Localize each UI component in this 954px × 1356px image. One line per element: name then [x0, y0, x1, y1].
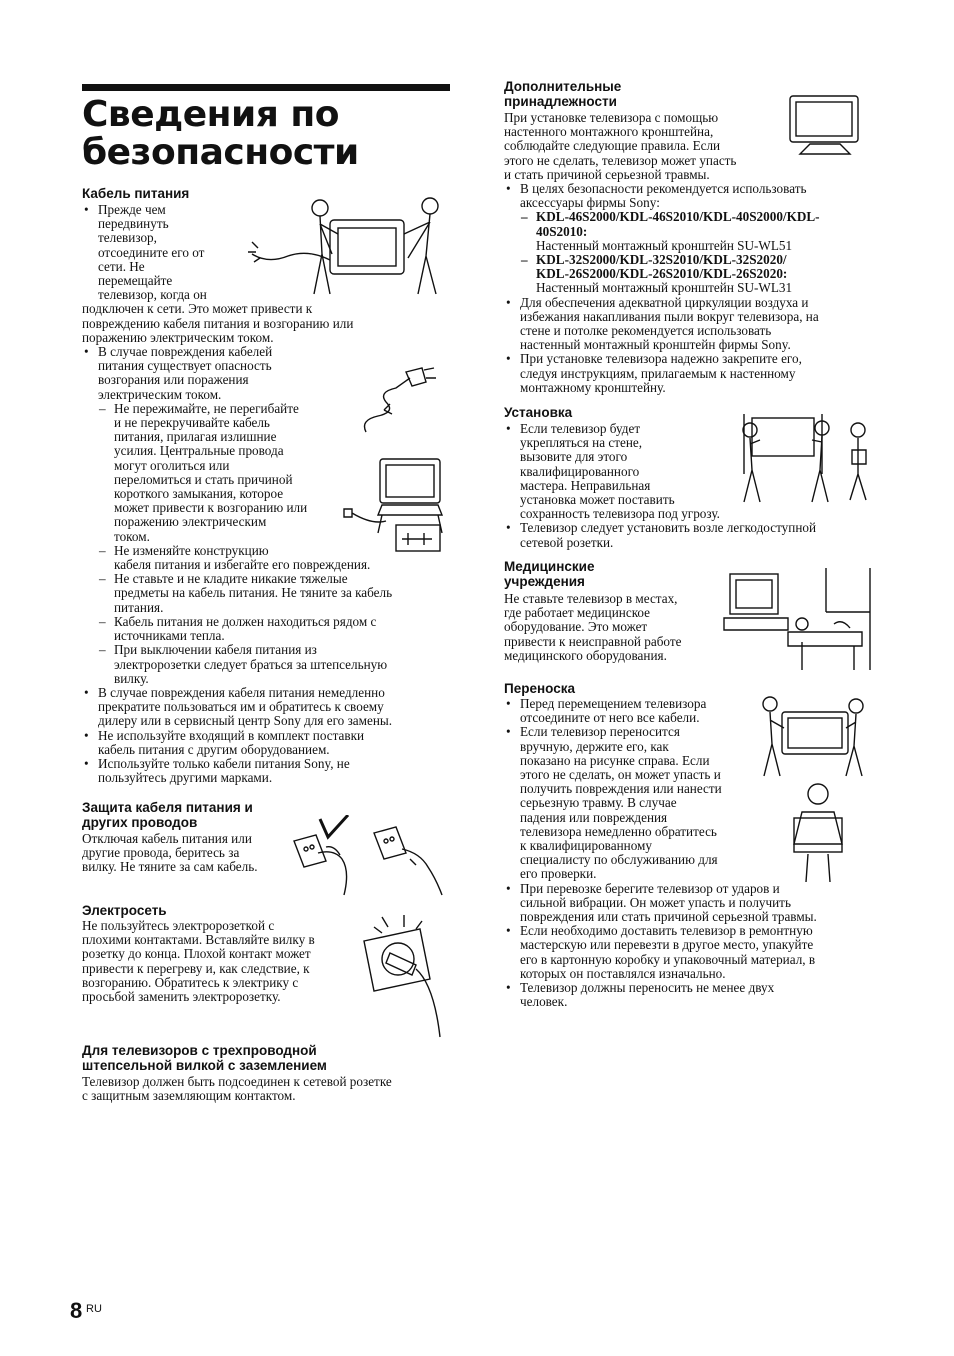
text-line: источниками тепла. — [114, 628, 225, 644]
bullet-secure-mount — [504, 352, 876, 395]
text-line: серьезную травму. В случае — [520, 795, 677, 811]
text-line: • При перевозке берегите телевизор от ударов и — [520, 880, 780, 896]
text-line: принадлежности — [504, 94, 617, 109]
text-line: установка может поставить — [520, 492, 675, 508]
text-line: Не ставьте телевизор в местах, — [504, 591, 678, 606]
text-line: • Телевизор должны переносить не менее двух — [520, 980, 775, 996]
bullet-text — [98, 686, 452, 729]
text-line: могут оголиться или — [114, 457, 230, 473]
bullet-text — [520, 981, 876, 1009]
text-line: • Прежде чем — [98, 202, 166, 217]
bullet-text — [98, 729, 452, 757]
text-protect-cable — [82, 832, 297, 875]
text-line: усилия. Центральные провода — [114, 443, 284, 459]
bullet-sony-accessories — [504, 182, 876, 210]
paragraph-line — [82, 832, 297, 875]
bullet-packaging — [504, 924, 876, 981]
text-line: повреждению кабеля питания и возгоранию или — [82, 315, 354, 331]
text-line: других проводов — [82, 815, 198, 830]
bullet-transport — [504, 882, 876, 925]
heading-line — [504, 79, 704, 109]
bullet-text — [520, 182, 876, 210]
text-line: • В случае повреждения кабеля питания немедленно — [98, 684, 385, 700]
text-line: • Если телевизор будет — [520, 421, 641, 436]
dash-unplug — [82, 643, 452, 686]
page-number: 8 — [70, 1298, 83, 1323]
text-line: мастера. Неправильная — [520, 477, 651, 493]
text-line: Защита кабеля питания и — [82, 800, 253, 815]
text-line: • При установке телевизора надежно закрепите его, — [520, 351, 802, 367]
model-list — [536, 210, 876, 238]
text-line: где работает медицинское — [504, 605, 651, 621]
heading-power-cable: Кабель питания — [82, 186, 190, 201]
text-medical — [504, 592, 719, 663]
bullet-text — [98, 757, 452, 785]
illustration-wall-installation — [724, 410, 874, 506]
text-line: сети. Не — [98, 258, 145, 274]
heading-protect-cable — [82, 800, 322, 830]
text-line: привести к неисправной работе — [504, 633, 682, 649]
text-line: получить повреждения или нанести — [520, 781, 722, 797]
bullet-text — [520, 521, 876, 549]
paragraph-line — [504, 592, 719, 663]
text-line: аксессуары фирмы Sony: — [520, 195, 660, 211]
heading-line — [504, 559, 704, 589]
text-line: электрическим током. — [98, 386, 222, 402]
text-line: передвинуть — [98, 216, 169, 232]
text-line: При установке телевизора с помощью — [504, 110, 719, 125]
text-line: и стать причиной серьезной травмы. — [504, 166, 710, 182]
text-line: может привести к возгоранию или — [114, 500, 308, 516]
text-line: • В случае повреждения кабелей — [98, 344, 273, 360]
text-line: питания существует опасность — [98, 358, 272, 374]
text-line: вызовите для этого — [520, 449, 628, 465]
text-line: телевизора немедленно обратитесь — [520, 823, 717, 839]
text-line: – Не пережимайте, не перегибайте — [114, 400, 299, 416]
text-line: привести к перегреву и, как следствие, к — [82, 960, 310, 976]
text-line: поражению электрическим током. — [82, 329, 274, 345]
text-line: питания, прилагая излишние — [114, 429, 277, 445]
text-line: падения или повреждения — [520, 809, 668, 825]
paragraph-line — [82, 1075, 454, 1103]
bullet-no-other-use — [82, 729, 452, 757]
bullet-sony-only — [82, 757, 452, 785]
dash-models-large — [504, 210, 876, 238]
text-line: Дополнительные — [504, 79, 622, 94]
text-line: возгорания или поражения — [98, 372, 249, 388]
text-line: его в картонную коробку и упаковочный материал, в — [520, 951, 816, 967]
text-line: настенный монтажный кронштейн фирмы Sony. — [520, 337, 791, 353]
text-line: телевизор, когда он — [98, 287, 207, 303]
illustration-carry-tv — [758, 694, 868, 884]
illustration-outlet-plug — [360, 913, 450, 1041]
text-line: розетку до конца. Плохой контакт может — [82, 946, 311, 962]
text-line: которых он поставлялся изначально. — [520, 965, 726, 981]
text-line: человек. — [520, 994, 568, 1010]
text-line: прекратите пользоваться им и обратитесь к своему — [98, 699, 384, 715]
text-line: к квалифицированному — [520, 838, 652, 854]
text-line: вилку. — [114, 670, 149, 686]
text-line: кабеля питания и избегайте его повреждения. — [114, 557, 371, 573]
text-line: его проверки. — [520, 866, 597, 882]
text-line: отсоедините его от — [98, 244, 205, 260]
text-line: этого не сделать, телевизор может упасть — [504, 152, 737, 168]
heading-outlet: Электросеть — [82, 903, 167, 918]
text-line: KDL-26S2000/KDL-26S2010/KDL-26S2020: — [536, 266, 788, 282]
text-line: • Не используйте входящий в комплект поставки — [98, 727, 365, 743]
text-line: электророзетки следует браться за штепсельную — [114, 656, 388, 672]
text-line: • Телевизор следует установить возле легкодоступной — [520, 520, 817, 536]
text-line: подключен к сети. Это может привести к — [82, 301, 313, 317]
text-line: сильной вибрации. Он может упасть и получить — [520, 894, 791, 910]
heading-line — [82, 1043, 452, 1073]
illustration-two-people-carrying-tv — [248, 194, 446, 298]
text-line: – При выключении кабеля питания из — [114, 642, 317, 658]
heading-accessories — [504, 79, 704, 109]
page-title: Сведения по безопасности — [82, 94, 359, 173]
text-line: – Кабель питания не должен находиться рядом с — [114, 613, 377, 629]
text-line: Отключая кабель питания или — [82, 831, 252, 846]
text-line: квалифицированного — [520, 463, 640, 479]
text-line: стене и потолке рекомендуется использовать — [520, 323, 772, 339]
text-line: перемещайте — [98, 273, 173, 289]
text-line: и не перекручивайте кабель — [114, 415, 270, 431]
text-line: показано на рисунке справа. Если — [520, 752, 710, 768]
text-line: соблюдайте следующие правила. Если — [504, 138, 721, 154]
text-line: Не пользуйтесь электророзеткой с — [82, 918, 275, 933]
bullet-text — [520, 924, 876, 981]
text-line: другие провода, беритесь за — [82, 845, 240, 861]
text-line: избежания накапливания пыли вокруг телевизора, на — [520, 308, 819, 324]
title-rule — [82, 84, 450, 91]
text-line: питания. — [114, 599, 164, 615]
text-line: просьбой заменить электророзетку. — [82, 989, 281, 1005]
text-line: • В целях безопасности рекомендуется использовать — [520, 181, 807, 197]
text-line: оборудование. Это может — [504, 619, 648, 635]
text-grounded-plug — [82, 1075, 454, 1103]
text-line: 40S2010: — [536, 223, 588, 239]
text-line: штепсельной вилкой с заземлением — [82, 1058, 327, 1073]
text-line: Телевизор должен быть подсоединен к сетевой розетке — [82, 1074, 392, 1089]
text-outlet — [82, 919, 362, 1004]
dash-text — [114, 572, 452, 615]
text-line: сетевой розетки. — [520, 534, 614, 550]
text-line: укрепляться на стене, — [520, 435, 643, 451]
heading-installation: Установка — [504, 405, 573, 420]
heading-medical — [504, 559, 704, 589]
dash-no-heavy — [82, 572, 452, 615]
text-line: – KDL-32S2000/KDL-32S2010/KDL-32S2020/ — [536, 252, 787, 268]
text-line: поражению электрическим — [114, 514, 267, 530]
text-line: следуя инструкциям, прилагаемым к настенному — [520, 365, 796, 381]
text-line: – Не ставьте и не кладите никакие тяжелые — [114, 571, 348, 587]
text-line: предметы на кабель питания. Не тяните за кабель — [114, 585, 393, 601]
text-line: мастерскую или перевезти в другое место, упакуйте — [520, 937, 814, 953]
model-list — [536, 253, 876, 281]
illustration-wall-tv — [786, 92, 864, 158]
text-line: Для телевизоров с трехпроводной — [82, 1043, 317, 1058]
heading-line — [82, 800, 322, 830]
text-line: телевизор, — [98, 230, 157, 246]
text-line: • Для обеспечения адекватной циркуляции воздуха и — [520, 294, 809, 310]
bracket-su-wl31: Настенный монтажный кронштейн SU-WL31 — [536, 280, 793, 296]
page-language: RU — [86, 1303, 102, 1315]
text-line: кабель питания с другим оборудованием. — [98, 741, 330, 757]
text-line: учреждения — [504, 574, 585, 589]
text-line: – Не изменяйте конструкцию — [114, 542, 269, 558]
text-line: Медицинские — [504, 559, 595, 574]
bullet-two-people — [504, 981, 876, 1009]
bullet-near-outlet — [504, 521, 876, 549]
bullet-replace — [82, 686, 452, 729]
text-line: • Используйте только кабели питания Sony, не — [98, 755, 350, 771]
text-line: пользуйтесь другими марками. — [98, 770, 273, 786]
dash-models-small — [504, 253, 876, 281]
bullet-text — [520, 352, 876, 395]
illustration-hospital-room — [722, 566, 872, 674]
text-line: – KDL-46S2000/KDL-46S2010/KDL-40S2000/KDL- — [536, 209, 820, 225]
text-line: • Если необходимо доставить телевизор в ремонтную — [520, 923, 813, 939]
heading-grounded-plug — [82, 1043, 452, 1073]
text-line: с защитным заземляющим контактом. — [82, 1088, 296, 1104]
paragraph-line — [82, 919, 362, 1004]
text-line: переломиться и стать причиной — [114, 471, 293, 487]
text-line: медицинского оборудования. — [504, 647, 667, 663]
text-line: плохими контактами. Вставляйте вилку в — [82, 932, 315, 948]
text-line: дилеру или в сервисный центр Sony для его замены. — [98, 713, 393, 729]
heading-carrying: Переноска — [504, 681, 575, 696]
bullet-air-circulation — [504, 296, 876, 353]
dash-heat — [82, 615, 452, 643]
text-line: этого не сделать, он может упасть и — [520, 767, 721, 783]
text-line: • Перед перемещением телевизора — [520, 696, 707, 711]
illustration-unplug-correctly — [290, 815, 448, 899]
bracket-su-wl51: Настенный монтажный кронштейн SU-WL51 — [536, 237, 793, 253]
text-line: короткого замыкания, которое — [114, 486, 284, 502]
text-line: специалисту по обслуживанию для — [520, 852, 718, 868]
text-line: током. — [114, 528, 150, 544]
bullet-text-continued — [82, 302, 452, 345]
text-line: настенного монтажного кронштейна, — [504, 124, 714, 140]
text-line: возгоранию. Обратитесь к электрику с — [82, 974, 299, 990]
illustration-tv-on-stand — [342, 455, 448, 555]
dash-text — [114, 615, 452, 643]
dash-text — [114, 643, 452, 686]
bullet-text — [520, 296, 876, 353]
text-line: монтажному кронштейну. — [520, 379, 666, 395]
text-line: повреждения или стать причиной серьезной травмы. — [520, 909, 817, 925]
text-line: вручную, держите его, как — [520, 738, 669, 754]
text-line: вилку. Не тяните за сам кабель. — [82, 859, 258, 875]
text-line: • Если телевизор переносится — [520, 724, 680, 740]
illustration-damaged-cable — [356, 364, 438, 440]
bullet-text — [520, 882, 876, 925]
text-line: отсоедините от него все кабели. — [520, 710, 700, 726]
text-line: сохранность телевизора под угрозу. — [520, 506, 720, 522]
